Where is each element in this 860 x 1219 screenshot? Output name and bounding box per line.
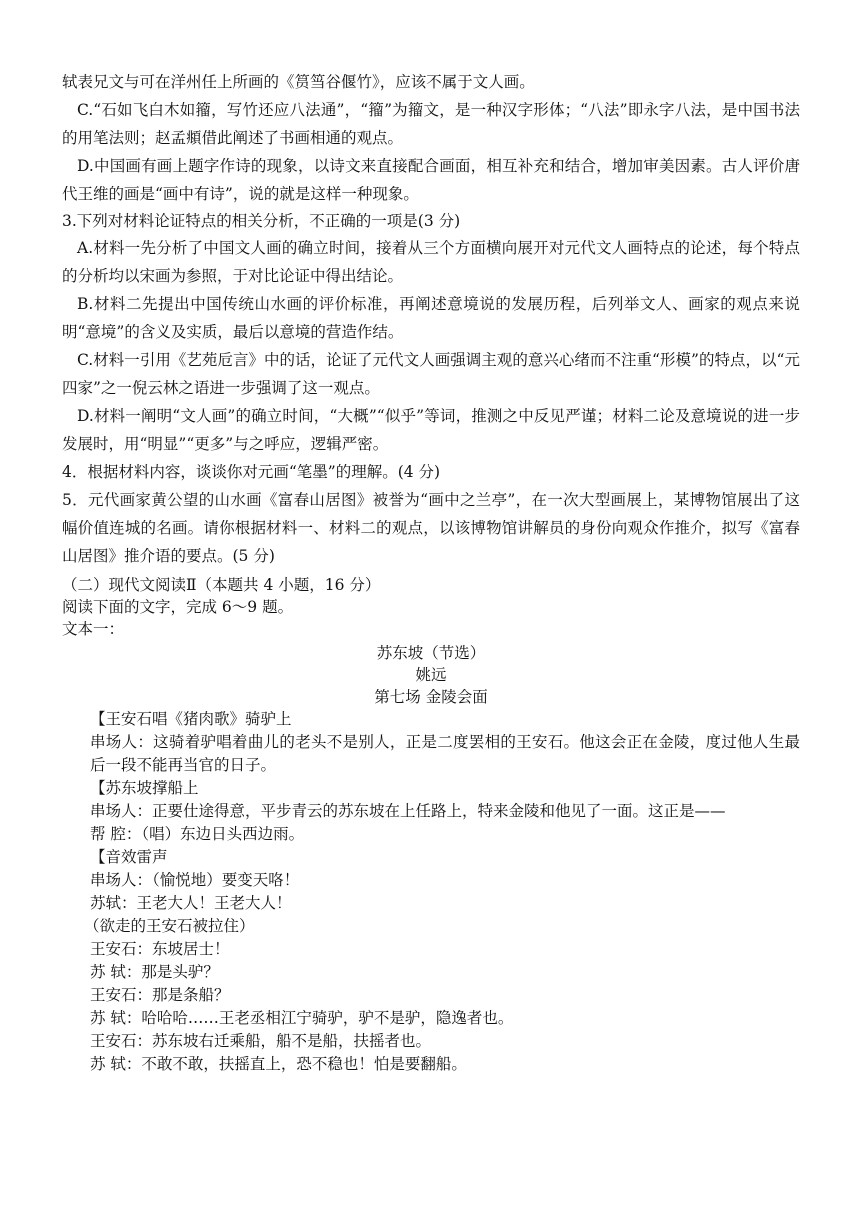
section-2-instruction: 阅读下面的文字，完成 6～9 题。 <box>62 598 294 616</box>
dialogue-line: 苏 轼：哈哈哈……王老丞相江宁骑驴，驴不是驴，隐逸者也。 <box>90 1009 514 1027</box>
play-author: 姚远 <box>415 666 447 684</box>
option-c-paragraph: C.“石如飞白木如籀，写竹还应八法通”，“籀”为籀文，是一种汉字形体；“八法”即永字八法，是中国书法的用笔法则；赵孟頫借此阐述了书画相通的观点。 <box>62 101 800 147</box>
dialogue-line: 王安石：东坡居士！ <box>90 940 230 958</box>
play-title: 苏东坡（节选） <box>376 644 486 662</box>
stage-direction: （欲走的王安石被拉住） <box>84 917 255 935</box>
dialogue-line: 帮 腔：（唱）东边日头西边雨。 <box>90 825 305 843</box>
text-one-label: 文本一： <box>62 620 125 638</box>
play-script <box>62 708 800 1076</box>
dialogue-line: 王安石：那是条船？ <box>90 986 230 1004</box>
document-page <box>62 68 800 1076</box>
dialogue-line: 苏轼：王老大人！王老大人！ <box>90 894 292 912</box>
option-d-paragraph: D.中国画有画上题字作诗的现象，以诗文来直接配合画面，相互补充和结合，增加审美因素。古人评价唐代王维的画是“画中有诗”，说的就是这样一种现象。 <box>62 157 800 203</box>
dialogue-line: 串场人：这骑着驴唱着曲儿的老头不是别人，正是二度罢相的王安石。他这会正在金陵，度过他人生最后一段不能再当官的日子。 <box>90 733 800 774</box>
question-3-option-a: A.材料一先分析了中国文人画的确立时间，接着从三个方面横向展开对元代文人画特点的论述，每个特点的分析均以宋画为参照，于对比论证中得出结论。 <box>62 239 800 285</box>
section-2-heading: （二）现代文阅读Ⅱ（本题共 4 小题，16 分） <box>62 576 381 594</box>
stage-direction: 【王安石唱《猪肉歌》骑驴上 <box>90 710 292 728</box>
question-4: 4．根据材料内容，谈谈你对元画“笔墨”的理解。(4 分) <box>62 463 441 481</box>
dialogue-line: 王安石：苏东坡右迁乘船，船不是船，扶摇者也。 <box>90 1032 432 1050</box>
question-3-option-d: D.材料一阐明“文人画”的确立时间，“大概”“似乎”等词，推测之中反见严谨；材料二论及意境说的进一步发展时，用“明显”“更多”与之呼应，逻辑严密。 <box>62 407 800 453</box>
dialogue-line: 苏 轼：不敢不敢，扶摇直上，恐不稳也！怕是要翻船。 <box>90 1055 467 1073</box>
dialogue-line: 苏 轼：那是头驴？ <box>90 963 219 981</box>
paragraph-b-continued: 轼表兄文与可在洋州任上所画的《筼筜谷偃竹》，应该不属于文人画。 <box>62 73 535 91</box>
dialogue-line: 串场人：正要仕途得意，平步青云的苏东坡在上任路上，特来金陵和他见了一面。这正是—— <box>90 802 726 820</box>
question-3-option-b: B.材料二先提出中国传统山水画的评价标准，再阐述意境说的发展历程，后列举文人、画家的观点来说明“意境”的含义及实质，最后以意境的营造作结。 <box>62 295 800 341</box>
play-title-block <box>62 642 800 708</box>
stage-direction: 【音效雷声 <box>90 848 168 866</box>
play-scene: 第七场 金陵会面 <box>374 688 488 706</box>
question-3-option-c: C.材料一引用《艺苑卮言》中的话，论证了元代文人画强调主观的意兴心绪而不注重“形模”的特点，以“元四家”之一倪云林之语进一步强调了这一观点。 <box>62 351 800 397</box>
question-5: 5．元代画家黄公望的山水画《富春山居图》被誉为“画中之兰亭”，在一次大型画展上，某博物馆展出了这幅价值连城的名画。请你根据材料一、材料二的观点，以该博物馆讲解员的身份向观众作推介，拟写《富春山居图》推介语的要点。(5 分) <box>62 491 800 565</box>
dialogue-line: 串场人：（愉悦地）要变天咯！ <box>90 871 300 889</box>
stage-direction: 【苏东坡撑船上 <box>90 779 199 797</box>
question-3-stem: 3.下列对材料论证特点的相关分析，不正确的一项是(3 分) <box>62 212 461 230</box>
